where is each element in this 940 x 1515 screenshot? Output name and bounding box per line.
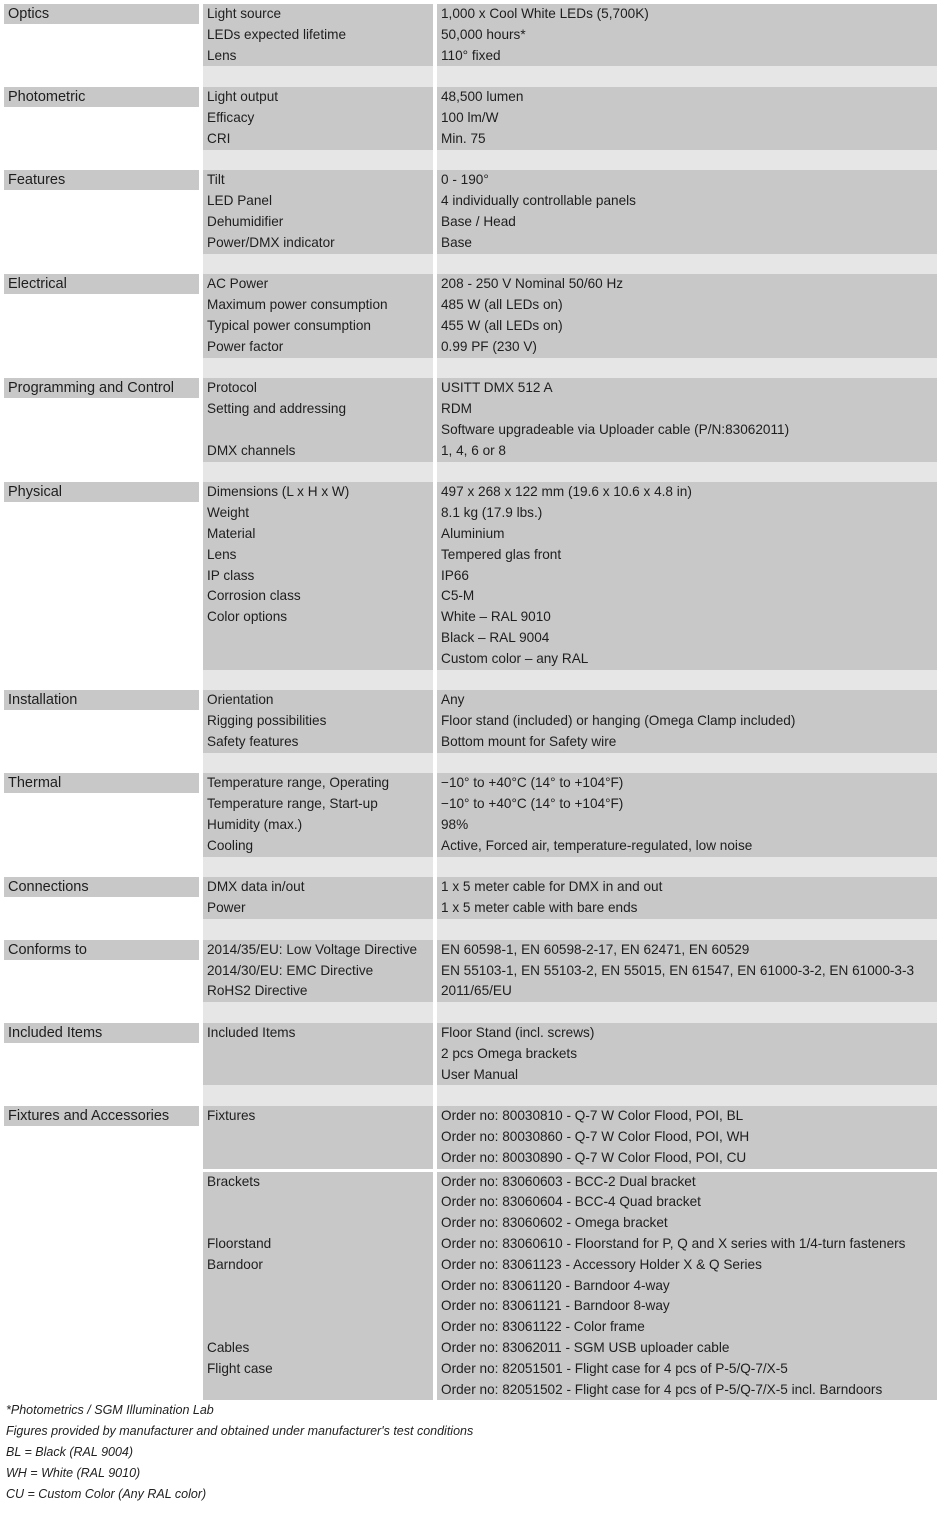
spec-value: EN 60598-1, EN 60598-2-17, EN 62471, EN 60529 bbox=[441, 941, 750, 957]
spec-value: 100 lm/W bbox=[441, 109, 499, 125]
spec-label bbox=[203, 1213, 433, 1234]
value-column bbox=[437, 170, 937, 253]
spec-value: Software upgradeable via Uploader cable (P/N:83062011) bbox=[441, 421, 790, 437]
spec-value: IP66 bbox=[441, 567, 469, 583]
spec-label bbox=[203, 1296, 433, 1317]
spec-value: EN 55103-1, EN 55103-2, EN 55015, EN 61547, EN 61000-3-2, EN 61000-3-3 bbox=[441, 962, 915, 978]
spec-value: User Manual bbox=[441, 1066, 519, 1082]
spec-value: Order no: 82051502 - Flight case for 4 pcs of P-5/Q-7/X-5 incl. Barndoors bbox=[441, 1381, 883, 1397]
spec-label: Humidity (max.) bbox=[207, 817, 303, 833]
spec-section bbox=[0, 940, 940, 1023]
spec-label bbox=[203, 649, 433, 670]
spec-label bbox=[203, 1127, 433, 1148]
spec-section bbox=[0, 1172, 940, 1401]
category-column bbox=[4, 87, 199, 149]
category-column bbox=[4, 690, 199, 752]
label-column bbox=[203, 482, 433, 669]
label-column bbox=[203, 773, 433, 856]
category-label: Photometric bbox=[4, 87, 199, 107]
footnote: Figures provided by manufacturer and obtained under manufacturer's test conditions bbox=[6, 1424, 474, 1439]
footnotes bbox=[0, 1400, 940, 1510]
spec-label: Cooling bbox=[207, 837, 254, 853]
spec-value: Tempered glas front bbox=[441, 546, 562, 562]
spec-label: CRI bbox=[207, 130, 231, 146]
spec-value: 1 x 5 meter cable for DMX in and out bbox=[441, 879, 663, 895]
spec-value: 2011/65/EU bbox=[441, 983, 512, 999]
footnote: CU = Custom Color (Any RAL color) bbox=[6, 1486, 207, 1501]
spec-value: Order no: 83060602 - Omega bracket bbox=[441, 1215, 668, 1231]
label-column bbox=[203, 1172, 433, 1401]
label-column bbox=[203, 690, 433, 752]
spec-value: Floor stand (included) or hanging (Omega Clamp included) bbox=[441, 713, 796, 729]
category-column bbox=[4, 482, 199, 669]
spec-label: Color options bbox=[207, 609, 288, 625]
label-column bbox=[203, 378, 433, 461]
section-spacer bbox=[0, 857, 940, 878]
value-column bbox=[437, 274, 937, 357]
spec-value: C5-M bbox=[441, 588, 475, 604]
footnote: BL = Black (RAL 9004) bbox=[6, 1444, 134, 1459]
spec-value: 0 - 190° bbox=[441, 172, 489, 188]
section-spacer bbox=[0, 358, 940, 379]
spec-value: Base / Head bbox=[441, 213, 516, 229]
spec-label: Dimensions (L x H x W) bbox=[207, 484, 350, 500]
value-column bbox=[437, 4, 937, 66]
spec-section bbox=[0, 274, 940, 378]
value-column bbox=[437, 378, 937, 461]
spec-value: Order no: 83062011 - SGM USB uploader cable bbox=[441, 1340, 730, 1355]
spec-label: Material bbox=[207, 525, 256, 541]
spec-value: 485 W (all LEDs on) bbox=[441, 297, 563, 313]
value-column bbox=[437, 1023, 937, 1085]
spec-value: Order no: 83060604 - BCC-4 Quad bracket bbox=[441, 1194, 701, 1210]
spec-value: 110° fixed bbox=[441, 47, 501, 63]
category-label: Included Items bbox=[4, 1023, 199, 1043]
spec-label bbox=[203, 1065, 433, 1086]
category-column bbox=[4, 940, 199, 1002]
section-spacer bbox=[0, 254, 940, 275]
spec-value: 0.99 PF (230 V) bbox=[441, 338, 537, 354]
spec-label: IP class bbox=[207, 567, 255, 583]
value-column bbox=[437, 1172, 937, 1401]
spec-value: Order no: 82051501 - Flight case for 4 pcs of P-5/Q-7/X-5 bbox=[441, 1360, 788, 1376]
value-column bbox=[437, 690, 937, 752]
spec-label: Temperature range, Start-up bbox=[207, 796, 378, 812]
spec-section bbox=[0, 87, 940, 170]
spec-label: Power factor bbox=[207, 338, 284, 354]
spec-label: Safety features bbox=[207, 733, 299, 749]
spec-value: Custom color – any RAL bbox=[441, 650, 589, 666]
spec-label bbox=[203, 1044, 433, 1065]
spec-value: 1 x 5 meter cable with bare ends bbox=[441, 900, 638, 916]
spec-label: Dehumidifier bbox=[207, 213, 284, 229]
spec-value: 455 W (all LEDs on) bbox=[441, 317, 563, 333]
category-label: Installation bbox=[4, 690, 199, 710]
category-column bbox=[4, 1023, 199, 1085]
footnote: *Photometrics / SGM Illumination Lab bbox=[6, 1403, 214, 1418]
spec-value: Order no: 83061120 - Barndoor 4-way bbox=[441, 1277, 670, 1293]
section-spacer bbox=[0, 1085, 940, 1106]
spec-label: Lens bbox=[207, 47, 237, 63]
spec-value: 2 pcs Omega brackets bbox=[441, 1045, 577, 1061]
label-column bbox=[203, 1023, 433, 1085]
spec-value: RDM bbox=[441, 401, 472, 417]
spec-label: Cables bbox=[207, 1340, 250, 1355]
spec-value: Order no: 80030890 - Q-7 W Color Flood, POI, CU bbox=[441, 1149, 747, 1165]
section-spacer bbox=[0, 66, 940, 87]
spec-value: Aluminium bbox=[441, 525, 505, 541]
spec-value: Order no: 83061122 - Color frame bbox=[441, 1319, 645, 1335]
spec-section bbox=[0, 4, 940, 87]
spec-value: 8.1 kg (17.9 lbs.) bbox=[441, 505, 543, 521]
category-column bbox=[4, 1172, 199, 1401]
spec-section bbox=[0, 690, 940, 773]
category-label: Thermal bbox=[4, 773, 199, 793]
spec-value: Order no: 83061121 - Barndoor 8-way bbox=[441, 1298, 670, 1314]
spec-label: Barndoor bbox=[207, 1256, 263, 1272]
category-label: Conforms to bbox=[4, 940, 199, 960]
spec-label: LED Panel bbox=[207, 193, 272, 209]
category-column bbox=[4, 4, 199, 66]
spec-label: DMX channels bbox=[207, 442, 296, 458]
spec-label: Setting and addressing bbox=[207, 401, 347, 417]
spec-value: 1,000 x Cool White LEDs (5,700K) bbox=[441, 6, 649, 21]
category-label: Electrical bbox=[4, 274, 199, 294]
fixtures-section bbox=[0, 1106, 940, 1400]
footnote: WH = White (RAL 9010) bbox=[6, 1465, 141, 1480]
label-column bbox=[203, 940, 433, 1002]
spec-label: Rigging possibilities bbox=[207, 713, 327, 729]
category-label: Programming and Control bbox=[4, 378, 199, 398]
spec-value: 98% bbox=[441, 817, 469, 833]
spec-value: Order no: 83060603 - BCC-2 Dual bracket bbox=[441, 1173, 696, 1189]
spec-label: 2014/30/EU: EMC Directive bbox=[207, 962, 374, 978]
spec-label: Fixtures bbox=[207, 1108, 256, 1124]
spec-label: Power/DMX indicator bbox=[207, 234, 335, 250]
spec-label: 2014/35/EU: Low Voltage Directive bbox=[207, 941, 418, 957]
category-column bbox=[4, 877, 199, 919]
section-spacer bbox=[0, 919, 940, 940]
label-column bbox=[203, 4, 433, 66]
spec-value: 1, 4, 6 or 8 bbox=[441, 442, 506, 458]
value-column bbox=[437, 87, 937, 149]
spec-label: Brackets bbox=[207, 1173, 260, 1189]
spec-label: RoHS2 Directive bbox=[207, 983, 308, 999]
category-label: Optics bbox=[4, 4, 199, 24]
section-spacer bbox=[0, 150, 940, 171]
spec-label: Floorstand bbox=[207, 1236, 272, 1252]
spec-label: Light source bbox=[207, 6, 282, 21]
spec-section bbox=[0, 877, 940, 939]
spec-section bbox=[0, 1023, 940, 1106]
spec-label: Light output bbox=[207, 89, 279, 105]
value-column bbox=[437, 1106, 937, 1168]
spec-value: 4 individually controllable panels bbox=[441, 193, 636, 209]
spec-label: Typical power consumption bbox=[207, 317, 371, 333]
spec-label: LEDs expected lifetime bbox=[207, 26, 347, 42]
value-column bbox=[437, 773, 937, 856]
spec-label: Efficacy bbox=[207, 109, 255, 125]
spec-value: −10° to +40°C (14° to +104°F) bbox=[441, 796, 624, 812]
spec-value: Order no: 83060610 - Floorstand for P, Q and X series with 1/4-turn fasteners bbox=[441, 1236, 906, 1252]
category-column bbox=[4, 170, 199, 253]
spec-value: Bottom mount for Safety wire bbox=[441, 733, 617, 749]
category-label: Physical bbox=[4, 482, 199, 502]
label-column bbox=[203, 1106, 433, 1168]
spec-label bbox=[203, 420, 433, 441]
spec-section bbox=[0, 170, 940, 274]
spec-value: Order no: 80030860 - Q-7 W Color Flood, POI, WH bbox=[441, 1129, 750, 1145]
spec-section bbox=[0, 482, 940, 690]
label-column bbox=[203, 87, 433, 149]
spec-label bbox=[203, 1148, 433, 1169]
spec-section bbox=[0, 1106, 940, 1168]
spec-value: Order no: 83061123 - Accessory Holder X & Q Series bbox=[441, 1256, 762, 1272]
spec-value: Floor Stand (incl. screws) bbox=[441, 1025, 595, 1041]
spec-label: Included Items bbox=[207, 1025, 296, 1041]
spec-value: −10° to +40°C (14° to +104°F) bbox=[441, 775, 624, 791]
spec-value: 50,000 hours* bbox=[441, 26, 526, 42]
spec-value: Order no: 80030810 - Q-7 W Color Flood, POI, BL bbox=[441, 1108, 744, 1124]
spec-value: White – RAL 9010 bbox=[441, 609, 551, 625]
spec-value: Min. 75 bbox=[441, 130, 486, 146]
spec-label bbox=[203, 1317, 433, 1338]
value-column bbox=[437, 877, 937, 919]
spec-value: 208 - 250 V Nominal 50/60 Hz bbox=[441, 276, 624, 292]
spec-label bbox=[203, 1192, 433, 1213]
spec-label: Weight bbox=[207, 505, 250, 521]
spec-label bbox=[203, 1276, 433, 1297]
spec-label: Lens bbox=[207, 546, 237, 562]
spec-label: Protocol bbox=[207, 380, 257, 396]
spec-value: 497 x 268 x 122 mm (19.6 x 10.6 x 4.8 in) bbox=[441, 484, 692, 500]
category-column bbox=[4, 274, 199, 357]
category-column bbox=[4, 378, 199, 461]
category-label: Connections bbox=[4, 877, 199, 897]
label-column bbox=[203, 170, 433, 253]
spec-label: Orientation bbox=[207, 692, 274, 708]
label-column bbox=[203, 877, 433, 919]
spec-label: DMX data in/out bbox=[207, 879, 305, 895]
spec-label: AC Power bbox=[207, 276, 269, 292]
category-column bbox=[4, 1106, 199, 1168]
spec-section bbox=[0, 378, 940, 482]
value-column bbox=[437, 482, 937, 669]
label-column bbox=[203, 274, 433, 357]
section-spacer bbox=[0, 462, 940, 483]
spec-label: Corrosion class bbox=[207, 588, 301, 604]
spec-value: USITT DMX 512 A bbox=[441, 380, 553, 396]
section-spacer bbox=[0, 670, 940, 691]
section-spacer bbox=[0, 753, 940, 774]
category-label: Features bbox=[4, 170, 199, 190]
spec-label: Temperature range, Operating bbox=[207, 775, 390, 791]
spec-value: Black – RAL 9004 bbox=[441, 629, 550, 645]
spec-value: Any bbox=[441, 692, 465, 708]
value-column bbox=[437, 940, 937, 1002]
spec-label: Maximum power consumption bbox=[207, 297, 388, 313]
spec-value: 48,500 lumen bbox=[441, 89, 524, 105]
spec-section bbox=[0, 773, 940, 877]
spec-label: Flight case bbox=[207, 1360, 273, 1376]
spec-value: Base bbox=[441, 234, 472, 250]
spec-value: Active, Forced air, temperature-regulated, low noise bbox=[441, 837, 753, 853]
section-spacer bbox=[0, 1002, 940, 1023]
spec-label: Power bbox=[207, 900, 246, 916]
spec-label bbox=[203, 628, 433, 649]
category-label: Fixtures and Accessories bbox=[4, 1106, 199, 1126]
spec-label bbox=[203, 1380, 433, 1401]
spec-label: Tilt bbox=[207, 172, 225, 188]
category-column bbox=[4, 773, 199, 856]
